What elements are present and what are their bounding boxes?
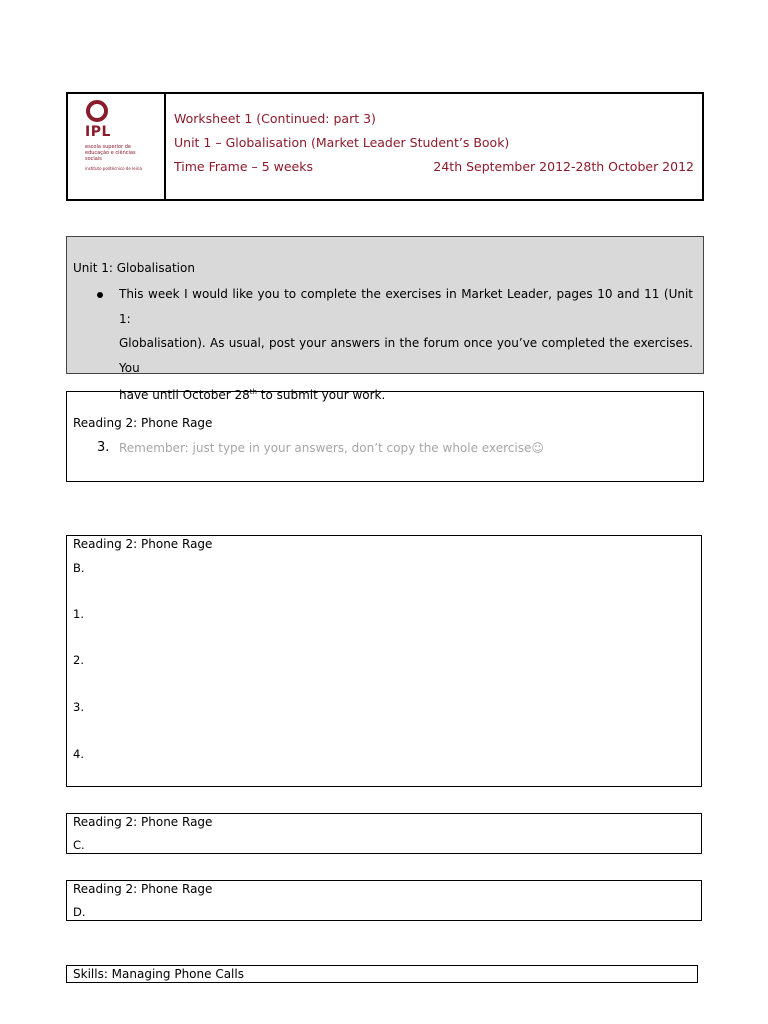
date-range: 24th September 2012-28th October 2012 [433, 159, 694, 174]
reading-box-4[interactable] [66, 880, 702, 921]
reading-box-2[interactable] [66, 535, 702, 787]
reading-box-3[interactable] [66, 813, 702, 854]
hint-text: Remember: just type in your answers, don’t copy the whole exercise☺ [119, 441, 544, 455]
logo-subtitle: escola superior de educação e ciências sociais [85, 144, 136, 162]
answer-label-2: 2. [73, 653, 84, 667]
skills-box [66, 965, 698, 983]
instructions-paragraph [119, 282, 693, 408]
ipl-logo-icon [86, 100, 108, 122]
answer-label-d: D. [73, 905, 86, 919]
worksheet-title: Worksheet 1 (Continued: part 3) [174, 111, 376, 126]
answer-label-b: B. [73, 561, 85, 575]
reading-heading: Reading 2: Phone Rage [73, 815, 213, 829]
logo-text: IPL [85, 124, 111, 140]
para-line-3-end: to submit your work. [256, 388, 386, 402]
skills-heading: Skills: Managing Phone Calls [73, 967, 244, 981]
time-frame: Time Frame – 5 weeks [174, 159, 313, 174]
item-number: 3. [97, 440, 110, 455]
answer-label-4: 4. [73, 747, 84, 761]
para-line-2: Globalisation). As usual, post your answers in the forum once you’ve completed the exercises. You [119, 336, 693, 375]
answer-label-1: 1. [73, 607, 84, 621]
reading-heading: Reading 2: Phone Rage [73, 882, 213, 896]
unit-instructions-box [66, 236, 704, 402]
ordinal-suffix: th [249, 388, 257, 396]
answer-label-c: C. [73, 838, 85, 852]
worksheet-header [66, 92, 704, 201]
reading-box-1 [66, 391, 704, 482]
unit-heading: Unit 1: Globalisation [73, 261, 195, 275]
unit-title: Unit 1 – Globalisation (Market Leader Student’s Book) [174, 135, 510, 150]
para-line-1: This week I would like you to complete the exercises in Market Leader, pages 10 and 11 (Unit 1: [119, 287, 693, 326]
answer-label-3: 3. [73, 700, 84, 714]
para-line-3-text: have until October 28 [119, 388, 250, 402]
logo-subtitle-2: instituto politécnico de leiria [85, 166, 142, 171]
reading-heading: Reading 2: Phone Rage [73, 537, 213, 551]
logo-cell [68, 94, 166, 199]
reading-heading: Reading 2: Phone Rage [73, 416, 213, 430]
bullet-icon [97, 292, 103, 298]
